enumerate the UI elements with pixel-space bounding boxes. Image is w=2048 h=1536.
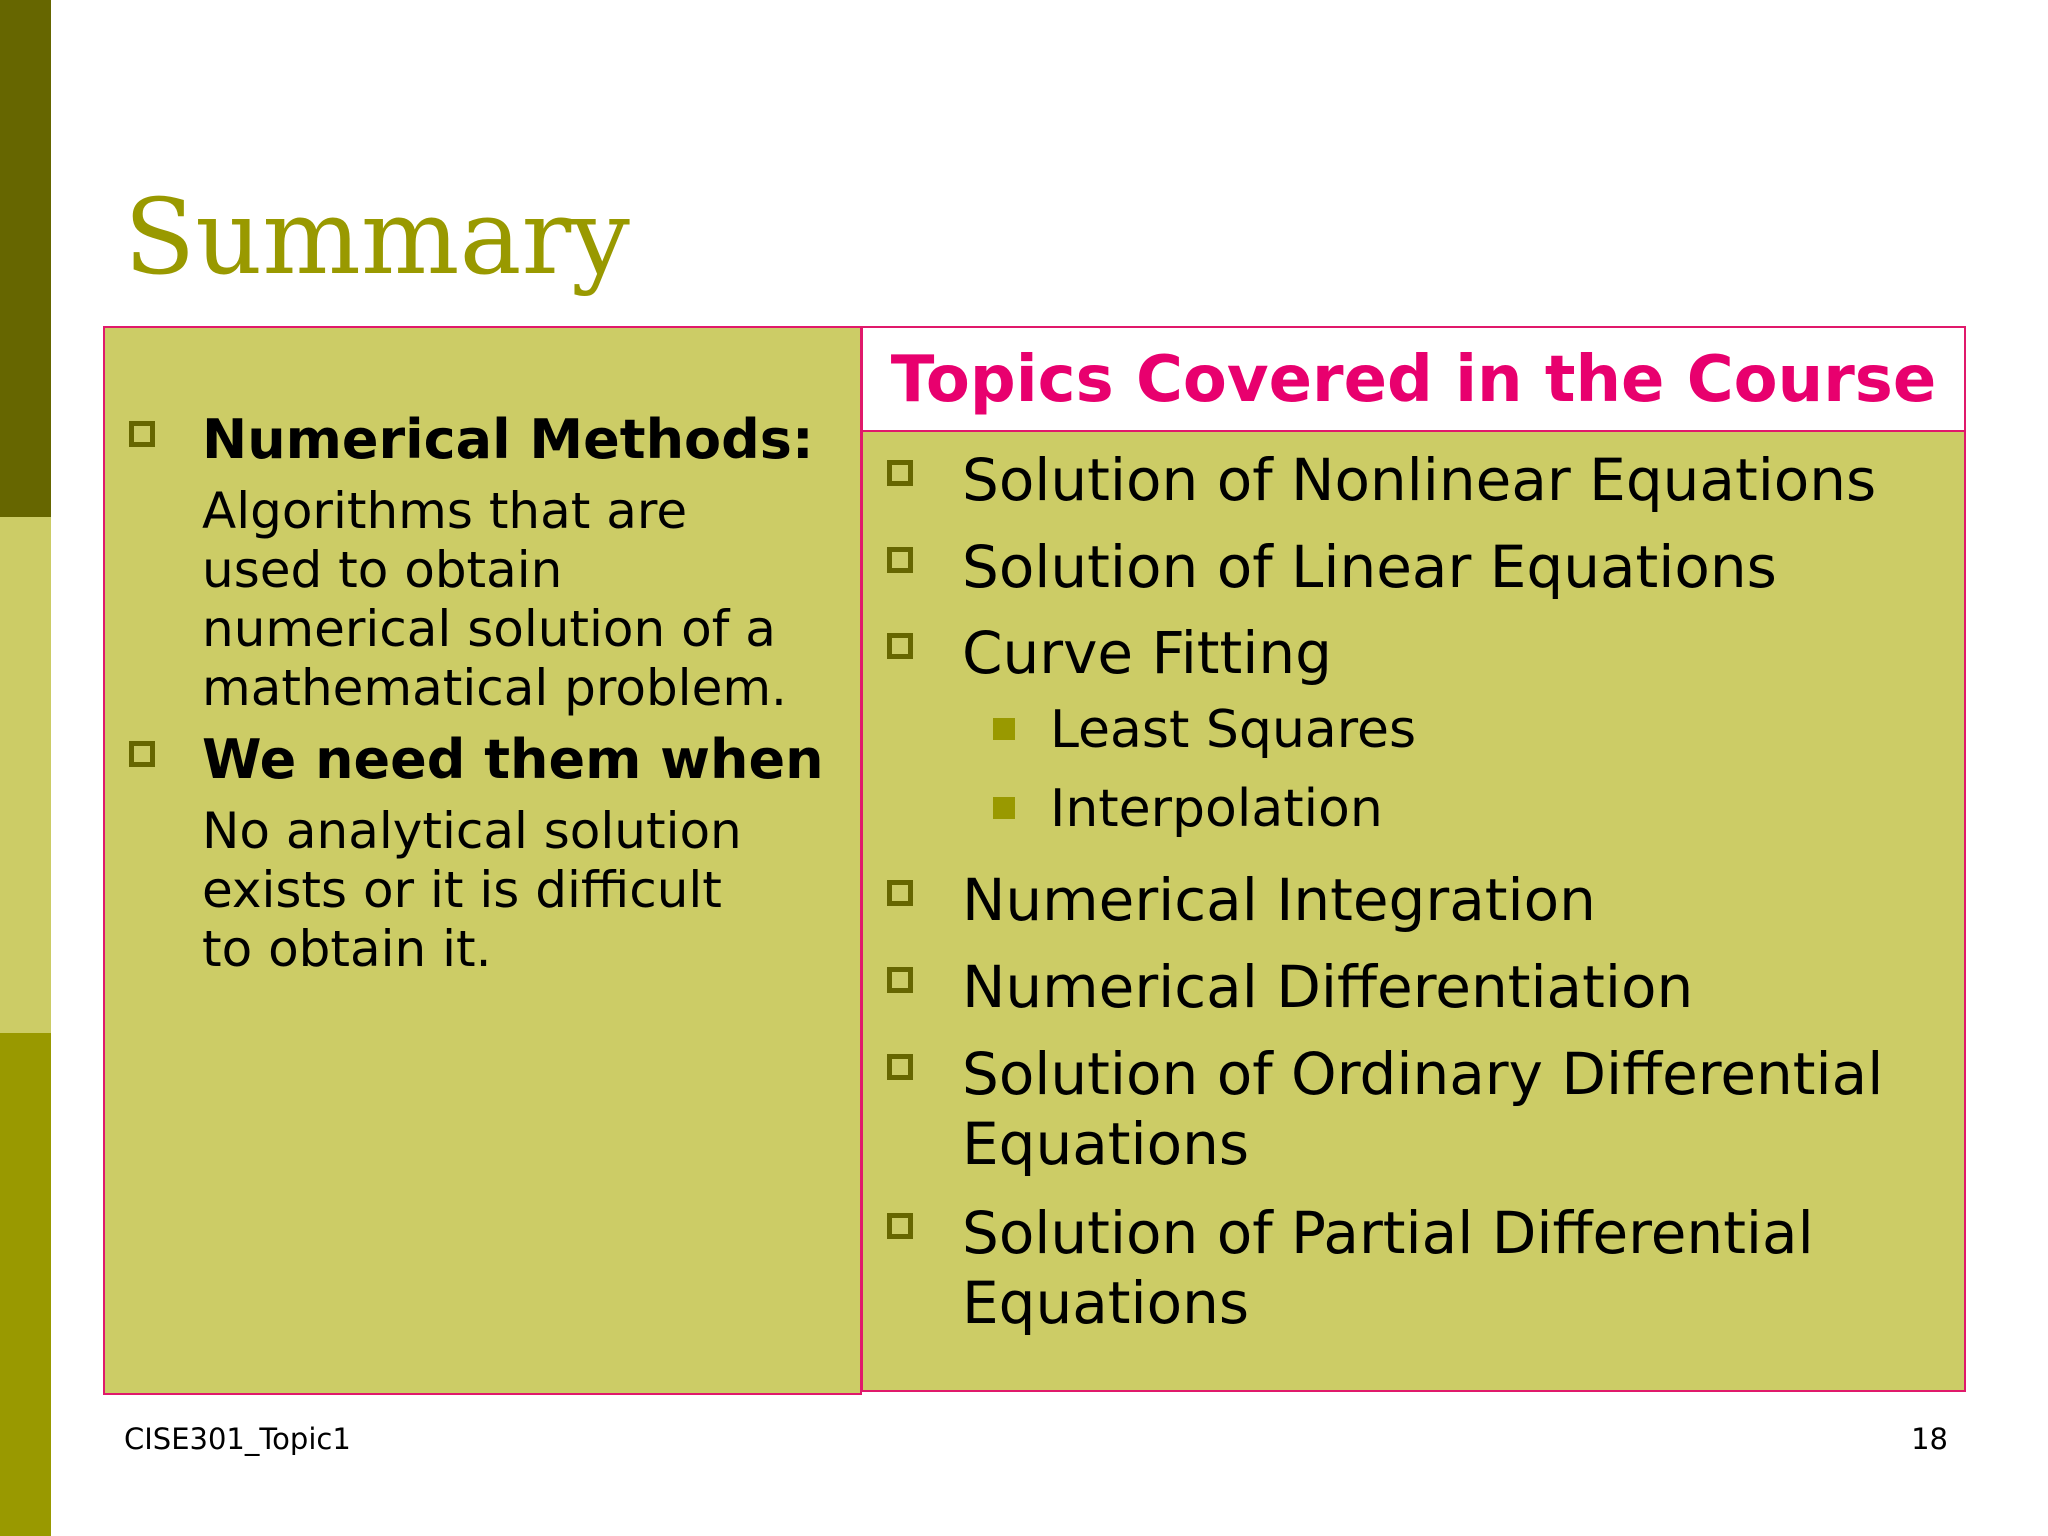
- numerical-methods-line-1: Algorithms that are: [202, 482, 688, 540]
- footer-course-label: CISE301_Topic1: [124, 1422, 351, 1456]
- topic-ordinary-differential-line-1: Solution of Ordinary Differential: [962, 1040, 1884, 1108]
- need-them-when-line-3: to obtain it.: [202, 920, 492, 978]
- topic-numerical-integration: Numerical Integration: [962, 866, 1596, 934]
- hollow-square-bullet-icon: [887, 880, 913, 906]
- topic-partial-differential-line-1: Solution of Partial Differential: [962, 1199, 1814, 1267]
- numerical-methods-line-4: mathematical problem.: [202, 659, 787, 717]
- numerical-methods-line-3: numerical solution of a: [202, 600, 776, 658]
- filled-square-bullet-icon: [993, 797, 1015, 819]
- subtopic-least-squares: Least Squares: [1050, 700, 1417, 760]
- hollow-square-bullet-icon: [887, 547, 913, 573]
- topic-ordinary-differential-line-2: Equations: [962, 1110, 1250, 1178]
- sidebar-band-bottom: [0, 1033, 51, 1536]
- need-them-when-line-2: exists or it is difficult: [202, 861, 722, 919]
- numerical-methods-heading: Numerical Methods:: [202, 408, 814, 471]
- topic-linear-equations: Solution of Linear Equations: [962, 533, 1777, 601]
- subtopic-interpolation: Interpolation: [1050, 779, 1383, 839]
- hollow-square-bullet-icon: [129, 421, 155, 447]
- topics-header: [863, 328, 1964, 432]
- topic-partial-differential-line-2: Equations: [962, 1269, 1250, 1337]
- hollow-square-bullet-icon: [129, 741, 155, 767]
- slide-title: Summary: [124, 176, 630, 298]
- topics-header-text: Topics Covered in the Course: [890, 343, 1937, 417]
- need-them-when-heading: We need them when: [202, 728, 824, 791]
- hollow-square-bullet-icon: [887, 460, 913, 486]
- hollow-square-bullet-icon: [887, 967, 913, 993]
- topic-curve-fitting: Curve Fitting: [962, 619, 1332, 687]
- footer-page-number: 18: [1911, 1422, 1948, 1456]
- topic-numerical-differentiation: Numerical Differentiation: [962, 953, 1694, 1021]
- hollow-square-bullet-icon: [887, 633, 913, 659]
- need-them-when-line-1: No analytical solution: [202, 802, 742, 860]
- hollow-square-bullet-icon: [887, 1213, 913, 1239]
- hollow-square-bullet-icon: [887, 1054, 913, 1080]
- numerical-methods-line-2: used to obtain: [202, 541, 563, 599]
- sidebar-band-top: [0, 0, 51, 517]
- sidebar-band-middle: [0, 517, 51, 1033]
- filled-square-bullet-icon: [993, 718, 1015, 740]
- topic-nonlinear-equations: Solution of Nonlinear Equations: [962, 446, 1877, 514]
